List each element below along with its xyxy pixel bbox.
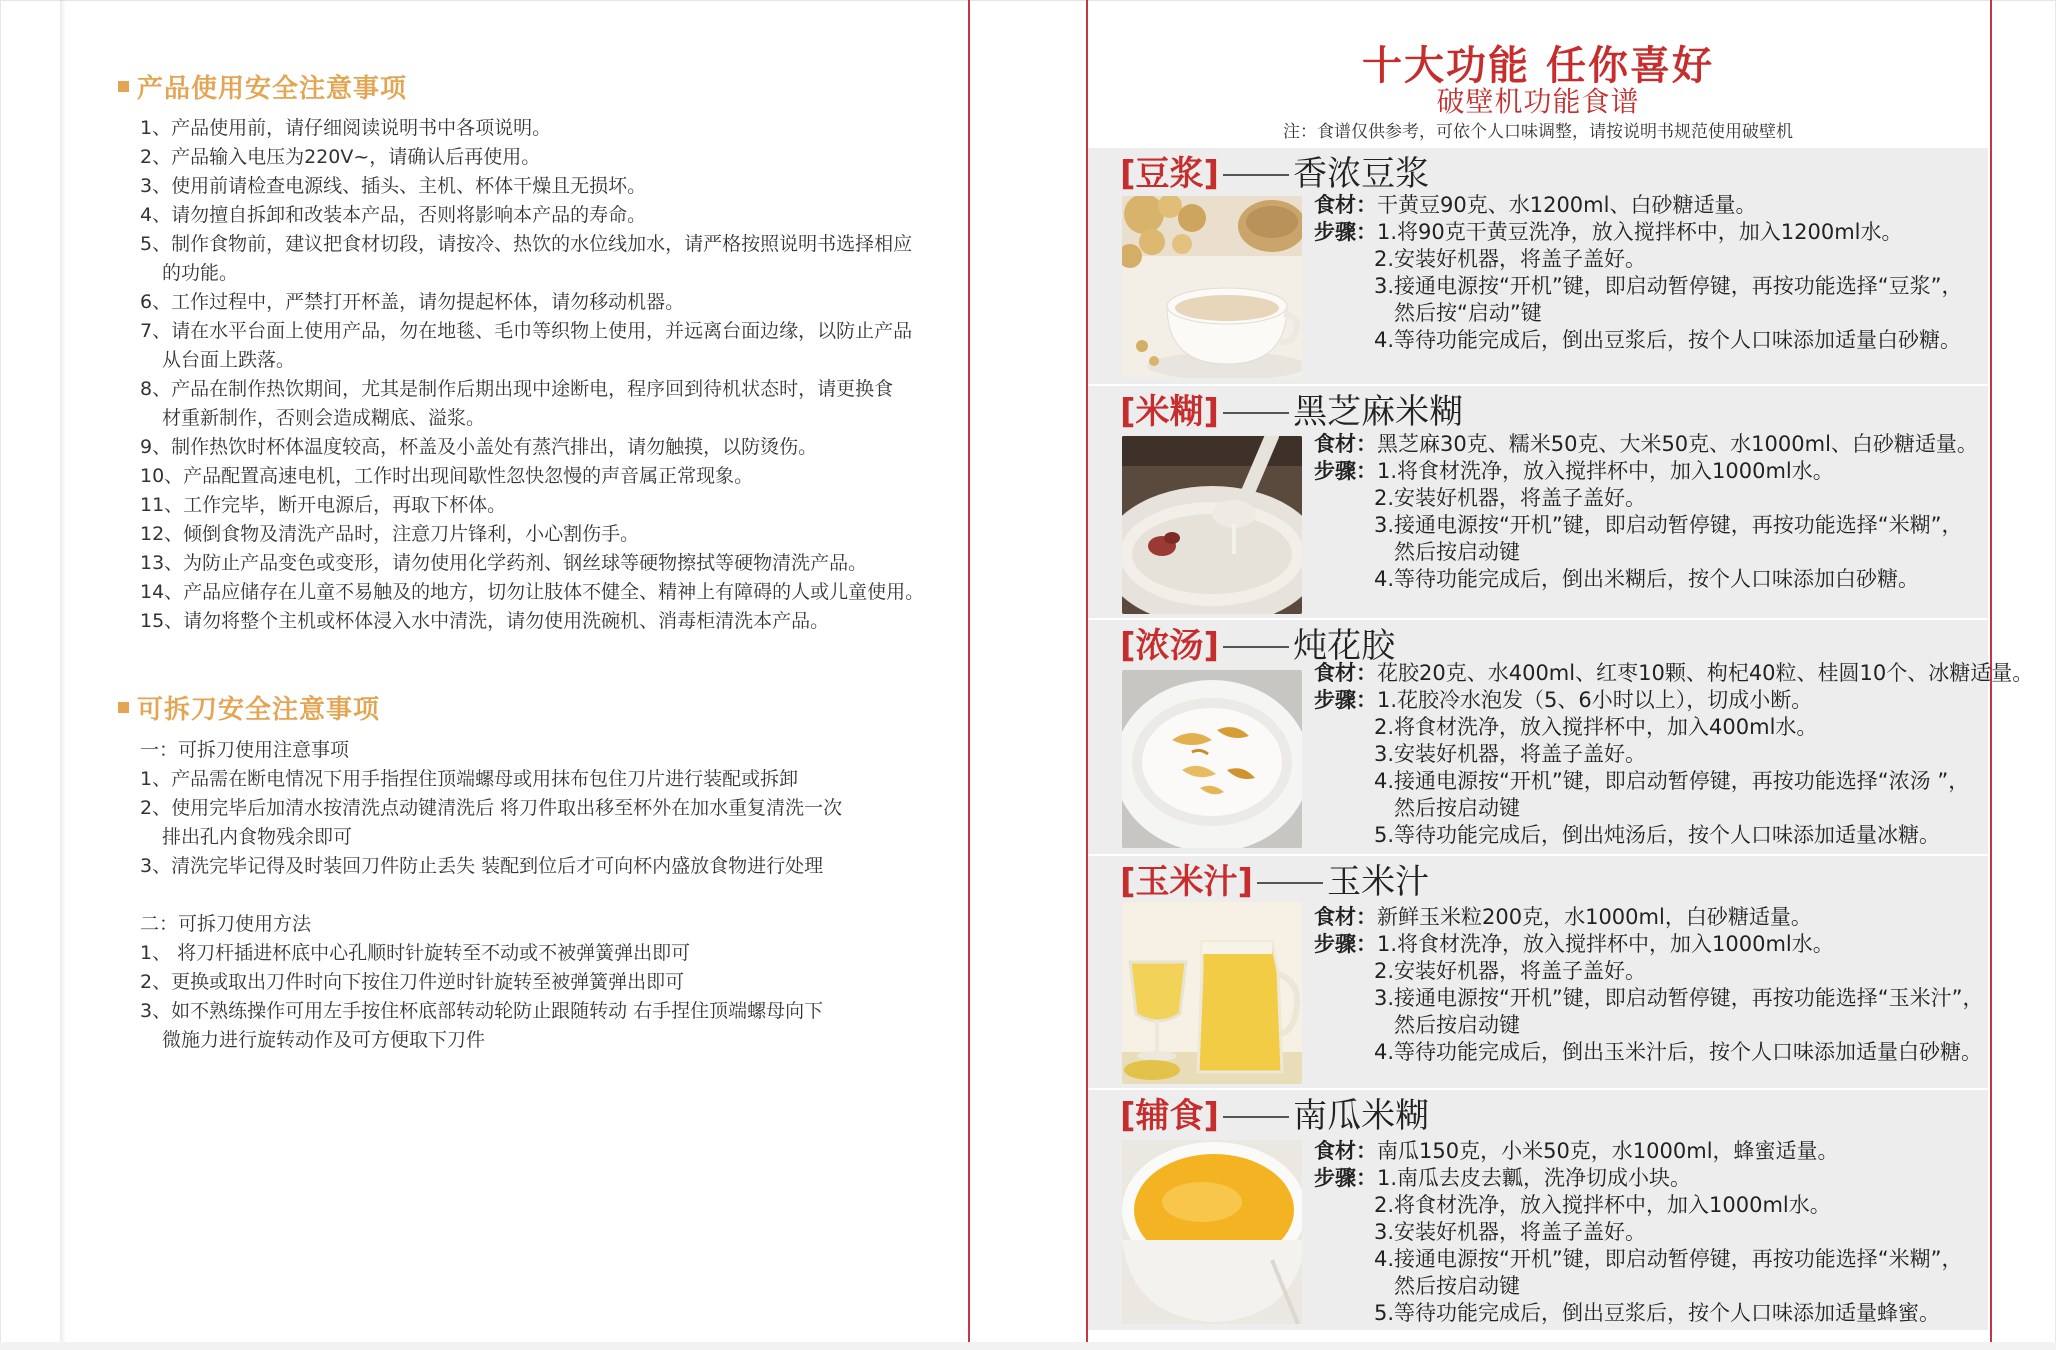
note-item xyxy=(140,143,960,172)
step-text-continued: 然后按启动键 xyxy=(1394,1013,1520,1037)
ingredients-text: 新鲜玉米粒200克，水1000ml，白砂糖适量。 xyxy=(1377,905,1812,929)
step-text: 3.接通电源按“开机”键，即启动暂停键，再按功能选择“玉米汁”， xyxy=(1374,986,1984,1010)
product-safety-list xyxy=(140,114,960,636)
square-bullet-icon xyxy=(118,702,129,713)
ingredients-label: 食材： xyxy=(1314,905,1377,929)
recipe-step xyxy=(1314,741,1994,768)
note-text: 1、 将刀杆插进杯底中心孔顺时针旋转至不动或不被弹簧弹出即可 xyxy=(140,942,691,964)
step-text: 4.接通电源按“开机”键，即启动暂停键，再按功能选择“浓汤 ”， xyxy=(1374,769,1970,793)
ingredients-line xyxy=(1314,904,1994,931)
ingredients-line xyxy=(1314,431,1994,458)
step-text-continued: 然后按启动键 xyxy=(1394,796,1520,820)
recipe-step xyxy=(1314,985,1994,1012)
note-text: 6、工作过程中，严禁打开杯盖，请勿提起杯体，请勿移动机器。 xyxy=(140,291,685,313)
recipe-name: 黑芝麻米糊 xyxy=(1293,392,1464,432)
note-text-continued: 微施力进行旋转动作及可方便取下刀件 xyxy=(162,1029,486,1051)
recipe-step xyxy=(1314,1219,1994,1246)
recipe-step xyxy=(1314,714,1994,741)
recipe-step xyxy=(1314,1246,1994,1273)
note-text: 3、使用前请检查电源线、插头、主机、杯体干燥且无损坏。 xyxy=(140,175,647,197)
steps-label: 步骤： xyxy=(1314,220,1377,244)
page-subtitle: 破壁机功能食谱 xyxy=(1436,85,1640,118)
ingredients-text: 黑芝麻30克、糯米50克、大米50克、水1000ml、白砂糖适量。 xyxy=(1377,432,1978,456)
recipe-step xyxy=(1314,1192,1994,1219)
step-text: 3.接通电源按“开机”键，即启动暂停键，再按功能选择“豆浆”， xyxy=(1374,274,1963,298)
section-heading-blade-safety xyxy=(118,689,380,726)
step-text: 1.花胶冷水泡发（5、6小时以上），切成小断。 xyxy=(1377,688,1813,712)
recipe-body xyxy=(1314,431,1994,593)
recipe-step xyxy=(1314,485,1994,512)
ingredients-line xyxy=(1314,660,2034,687)
note-text-continued: 排出孔内食物残余即可 xyxy=(162,826,353,848)
step-text-continued: 然后按启动键 xyxy=(1394,1274,1520,1298)
recipe-function-tag: [辅食] xyxy=(1120,1096,1220,1136)
recipe-header xyxy=(1120,1094,1429,1138)
note-item xyxy=(140,607,960,636)
recipe-step xyxy=(1314,822,1994,849)
note-item xyxy=(140,520,960,549)
recipe-photo xyxy=(1122,670,1302,848)
step-text: 2.安装好机器，将盖子盖好。 xyxy=(1374,486,1647,510)
recipe-step xyxy=(1314,566,1994,593)
recipe-step xyxy=(1314,219,1994,246)
note-text: 3、如不熟练操作可用左手按住杯底部转动轮防止跟随转动 右手捏住顶端螺母向下 xyxy=(140,1000,824,1022)
note-text: 7、请在水平台面上使用产品，勿在地毯、毛巾等织物上使用，并远离台面边缘，以防止产品 xyxy=(140,320,913,342)
recipe-body xyxy=(1314,192,1994,354)
note-text-continued: 从台面上跌落。 xyxy=(162,349,296,371)
note-item xyxy=(140,794,960,852)
step-text-continued: 然后按“启动”键 xyxy=(1394,301,1542,325)
note-text-continued: 的功能。 xyxy=(162,262,239,284)
ingredients-label: 食材： xyxy=(1314,432,1377,456)
ingredients-label: 食材： xyxy=(1314,193,1377,217)
step-text: 2.将食材洗净，放入搅拌杯中，加入1000ml水。 xyxy=(1374,1193,1831,1217)
subsection-title xyxy=(140,736,960,765)
step-text: 2.安装好机器，将盖子盖好。 xyxy=(1374,959,1647,983)
recipe-step xyxy=(1314,458,1994,485)
ingredients-label: 食材： xyxy=(1314,1139,1377,1163)
recipe-step xyxy=(1314,931,1994,958)
subsection-title xyxy=(140,910,960,939)
recipe-card xyxy=(1088,148,1988,384)
step-text: 1.将食材洗净，放入搅拌杯中，加入1000ml水。 xyxy=(1377,932,1834,956)
recipe-name: 玉米汁 xyxy=(1327,862,1430,902)
note-item xyxy=(140,852,960,881)
recipe-photo xyxy=(1122,1140,1302,1324)
recipe-step xyxy=(1314,768,1994,795)
recipe-name: 南瓜米糊 xyxy=(1293,1096,1430,1136)
step-text: 2.将食材洗净，放入搅拌杯中，加入400ml水。 xyxy=(1374,715,1818,739)
note-text: 2、更换或取出刀件时向下按住刀件逆时针旋转至被弹簧弹出即可 xyxy=(140,971,685,993)
recipe-step xyxy=(1314,512,1994,539)
recipe-step xyxy=(1314,1165,1994,1192)
note-item xyxy=(140,317,960,375)
page-title: 十大功能 任你喜好 xyxy=(1362,43,1714,89)
step-text: 1.将90克干黄豆洗净，放入搅拌杯中，加入1200ml水。 xyxy=(1377,220,1903,244)
dash-divider xyxy=(1223,412,1289,414)
right-page xyxy=(1086,0,2034,1350)
square-bullet-icon xyxy=(118,81,129,92)
ingredients-text: 干黄豆90克、水1200ml、白砂糖适量。 xyxy=(1377,193,1757,217)
note-text: 8、产品在制作热饮期间，尤其是制作后期出现中途断电，程序回到待机状态时，请更换食 xyxy=(140,378,894,400)
recipe-step xyxy=(1314,273,1994,300)
recipe-step xyxy=(1314,1039,1994,1066)
note-item xyxy=(140,462,960,491)
recipe-disclaimer: 注：食谱仅供参考，可依个人口味调整，请按说明书规范使用破壁机 xyxy=(1283,122,1793,142)
left-page-right-border xyxy=(968,0,970,1350)
dash-divider xyxy=(1223,1116,1289,1118)
dash-divider xyxy=(1223,646,1289,648)
recipe-body xyxy=(1314,660,2034,849)
recipe-body xyxy=(1314,1138,1994,1327)
note-item xyxy=(140,578,960,607)
step-text: 2.安装好机器，将盖子盖好。 xyxy=(1374,247,1647,271)
ingredients-line xyxy=(1314,1138,1994,1165)
note-text: 12、倾倒食物及清洗产品时，注意刀片锋利，小心割伤手。 xyxy=(140,523,640,545)
recipe-card xyxy=(1088,620,2034,854)
step-text-continued: 然后按启动键 xyxy=(1394,540,1520,564)
note-text: 10、产品配置高速电机，工作时出现间歇性忽快忽慢的声音属正常现象。 xyxy=(140,465,754,487)
note-item xyxy=(140,491,960,520)
recipe-photo xyxy=(1122,436,1302,614)
step-text: 5.等待功能完成后，倒出豆浆后，按个人口味添加适量蜂蜜。 xyxy=(1374,1301,1941,1325)
recipe-header xyxy=(1120,152,1429,196)
note-item xyxy=(140,288,960,317)
step-text: 4.等待功能完成后，倒出豆浆后，按个人口味添加适量白砂糖。 xyxy=(1374,328,1962,352)
note-item xyxy=(140,939,960,968)
recipe-card xyxy=(1088,856,1988,1088)
recipe-body xyxy=(1314,904,1994,1066)
note-item xyxy=(140,765,960,794)
section-title: 可拆刀安全注意事项 xyxy=(137,695,381,725)
note-item xyxy=(140,172,960,201)
note-item xyxy=(140,549,960,578)
step-text: 4.等待功能完成后，倒出玉米汁后，按个人口味添加适量白砂糖。 xyxy=(1374,1040,1983,1064)
note-item xyxy=(140,997,960,1055)
step-text: 1.南瓜去皮去瓤，洗净切成小块。 xyxy=(1377,1166,1692,1190)
subsection-title-text: 二：可拆刀使用方法 xyxy=(140,913,312,935)
note-item xyxy=(140,114,960,143)
note-text: 4、请勿擅自拆卸和改装本产品，否则将影响本产品的寿命。 xyxy=(140,204,647,226)
step-text: 3.安装好机器，将盖子盖好。 xyxy=(1374,742,1647,766)
ingredients-text: 花胶20克、水400ml、红枣10颗、枸杞40粒、桂圆10个、冰糖适量。 xyxy=(1377,661,2034,685)
steps-label: 步骤： xyxy=(1314,932,1377,956)
note-item xyxy=(140,230,960,288)
blade-safety-list xyxy=(140,736,960,1055)
note-text: 13、为防止产品变色或变形，请勿使用化学药剂、钢丝球等硬物擦拭等硬物清洗产品。 xyxy=(140,552,868,574)
step-text: 4.等待功能完成后，倒出米糊后，按个人口味添加白砂糖。 xyxy=(1374,567,1920,591)
note-item xyxy=(140,375,960,433)
ingredients-label: 食材： xyxy=(1314,661,1377,685)
recipe-step xyxy=(1314,246,1994,273)
recipe-header xyxy=(1120,860,1429,904)
note-text: 1、产品使用前，请仔细阅读说明书中各项说明。 xyxy=(140,117,552,139)
recipe-step xyxy=(1314,687,1994,714)
recipe-function-tag: [豆浆] xyxy=(1120,154,1220,194)
recipe-function-tag: [浓汤] xyxy=(1120,626,1220,666)
recipe-function-tag: [玉米汁] xyxy=(1120,862,1254,902)
subsection-title-text: 一：可拆刀使用注意事项 xyxy=(140,739,350,761)
steps-label: 步骤： xyxy=(1314,1166,1377,1190)
step-text: 3.接通电源按“开机”键，即启动暂停键，再按功能选择“米糊”， xyxy=(1374,513,1963,537)
note-text: 3、清洗完毕记得及时装回刀件防止丢失 装配到位后才可向杯内盛放食物进行处理 xyxy=(140,855,824,877)
steps-label: 步骤： xyxy=(1314,688,1377,712)
left-page xyxy=(60,0,960,1350)
recipe-function-tag: [米糊] xyxy=(1120,392,1220,432)
recipe-card xyxy=(1088,386,1988,618)
steps-label: 步骤： xyxy=(1314,459,1377,483)
ingredients-text: 南瓜150克，小米50克，水1000ml，蜂蜜适量。 xyxy=(1377,1139,1839,1163)
note-item xyxy=(140,201,960,230)
recipe-photo xyxy=(1122,902,1302,1084)
note-text: 2、使用完毕后加清水按清洗点动键清洗后 将刀件取出移至杯外在加水重复清洗一次 xyxy=(140,797,843,819)
note-text: 14、产品应储存在儿童不易触及的地方，切勿让肢体不健全、精神上有障碍的人或儿童使用。 xyxy=(140,581,925,603)
step-text: 5.等待功能完成后，倒出炖汤后，按个人口味添加适量冰糖。 xyxy=(1374,823,1941,847)
recipe-photo xyxy=(1122,196,1302,378)
note-text: 1、产品需在断电情况下用手指捏住顶端螺母或用抹布包住刀片进行装配或拆卸 xyxy=(140,768,799,790)
bottom-strip xyxy=(0,1342,2056,1350)
recipe-name: 香浓豆浆 xyxy=(1293,154,1430,194)
recipe-step xyxy=(1314,327,1994,354)
note-text-continued: 材重新制作，否则会造成糊底、溢浆。 xyxy=(162,407,486,429)
recipe-card xyxy=(1088,1090,1988,1330)
note-text: 9、制作热饮时杯体温度较高，杯盖及小盖处有蒸汽排出，请勿触摸，以防烫伤。 xyxy=(140,436,818,458)
note-text: 2、产品输入电压为220V~，请确认后再使用。 xyxy=(140,146,541,168)
recipe-header xyxy=(1120,390,1463,434)
step-text: 3.安装好机器，将盖子盖好。 xyxy=(1374,1220,1647,1244)
recipe-step xyxy=(1314,1300,1994,1327)
note-text: 5、制作食物前，建议把食材切段，请按冷、热饮的水位线加水，请严格按照说明书选择相应 xyxy=(140,233,913,255)
section-title: 产品使用安全注意事项 xyxy=(137,74,408,104)
step-text: 1.将食材洗净，放入搅拌杯中，加入1000ml水。 xyxy=(1377,459,1834,483)
note-text: 15、请勿将整个主机或杯体浸入水中清洗，请勿使用洗碗机、消毒柜清洗本产品。 xyxy=(140,610,830,632)
recipe-step xyxy=(1314,958,1994,985)
note-text: 11、工作完毕，断开电源后，再取下杯体。 xyxy=(140,494,507,516)
note-item xyxy=(140,968,960,997)
section-heading-product-safety xyxy=(118,68,407,105)
spacer xyxy=(140,881,960,910)
note-item xyxy=(140,433,960,462)
dash-divider xyxy=(1257,882,1323,884)
ingredients-line xyxy=(1314,192,1994,219)
dash-divider xyxy=(1223,174,1289,176)
recipe-name: 炖花胶 xyxy=(1293,626,1396,666)
step-text: 4.接通电源按“开机”键，即启动暂停键，再按功能选择“米糊”， xyxy=(1374,1247,1963,1271)
